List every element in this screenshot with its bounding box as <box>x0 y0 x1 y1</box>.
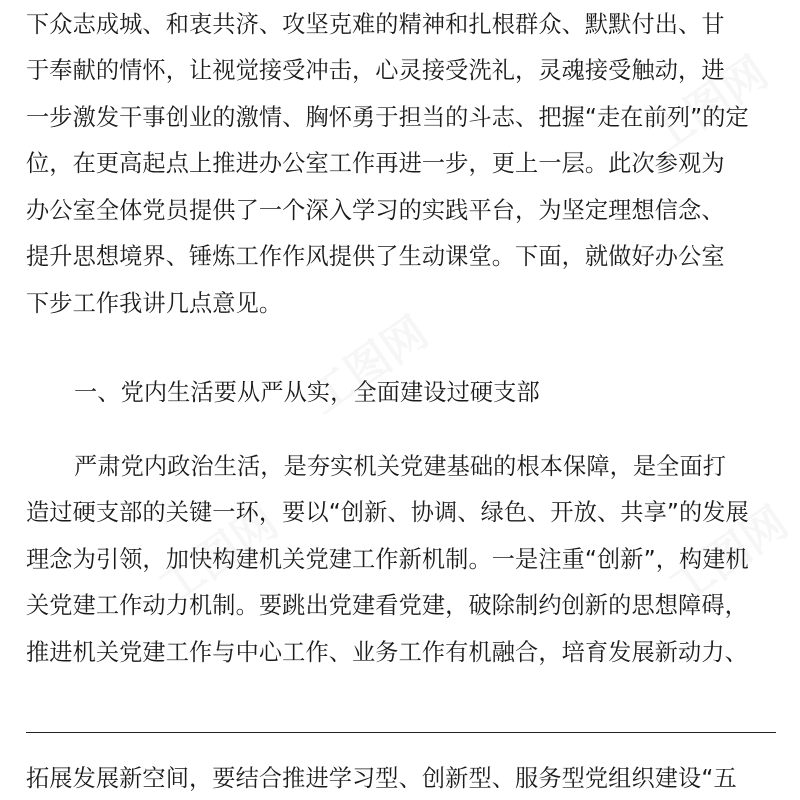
paragraph-line: 于奉献的情怀，让视觉接受冲击，心灵接受洗礼，灵魂接受触动，进 <box>26 57 725 84</box>
watermark: 工图网 <box>149 496 288 615</box>
paragraph-line: 造过硬支部的关键一环，要以“创新、协调、绿色、开放、共享”的发展 <box>26 499 749 526</box>
paragraph-line: 提升思想境界、锤炼工作作风提供了生动课堂。下面，就做好办公室 <box>26 243 725 270</box>
paragraph-line: 一步激发干事创业的激情、胸怀勇于担当的斗志、把握“走在前列”的定 <box>26 104 749 131</box>
watermark: 工图网 <box>639 46 778 165</box>
watermark: 工图网 <box>299 306 438 425</box>
paragraph-line: 下步工作我讲几点意见。 <box>26 290 283 317</box>
watermark: 工图网 <box>659 496 798 615</box>
page-break-divider <box>26 732 776 733</box>
paragraph-line: 严肃党内政治生活，是夯实机关党建基础的根本保障，是全面打 <box>74 453 727 480</box>
paragraph-line: 理念为引领，加快构建机关党建工作新机制。一是注重“创新”，构建机 <box>26 546 749 573</box>
paragraph-line: 推进机关党建工作与中心工作、业务工作有机融合，培育发展新动力、 <box>26 639 748 666</box>
paragraph-line: 办公室全体党员提供了一个深入学习的实践平台，为坚定理想信念、 <box>26 197 725 224</box>
paragraph-line: 拓展发展新空间，要结合推进学习型、创新型、服务型党组织建设“五 <box>26 765 737 792</box>
paragraph-line: 位，在更高起点上推进办公室工作再进一步，更上一层。此次参观为 <box>26 150 725 177</box>
section-heading: 一、党内生活要从严从实，全面建设过硬支部 <box>74 379 540 406</box>
paragraph-line: 关党建工作动力机制。要跳出党建看党建，破除制约创新的思想障碍， <box>26 592 748 619</box>
paragraph-line: 下众志成城、和衷共济、攻坚克难的精神和扎根群众、默默付出、甘 <box>26 11 725 38</box>
